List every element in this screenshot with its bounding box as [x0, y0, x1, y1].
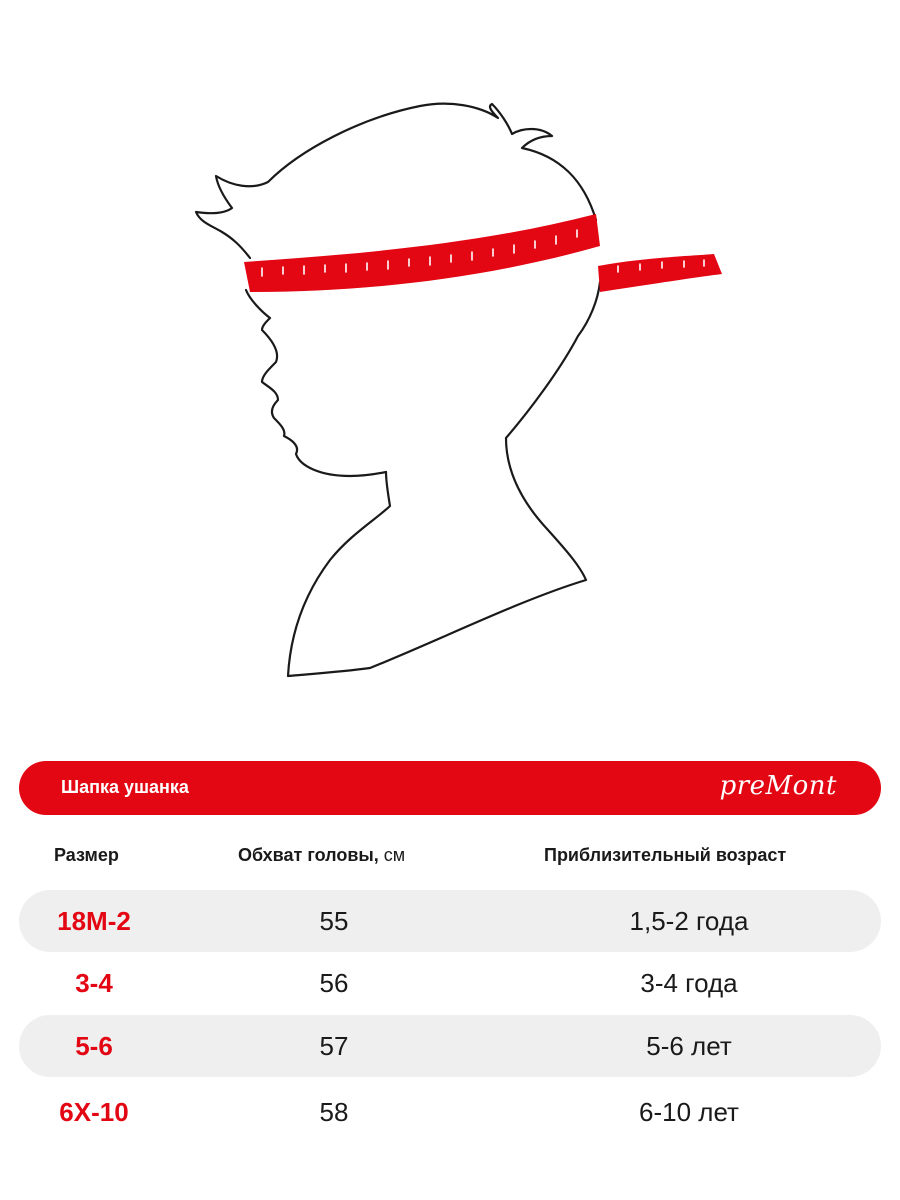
header-age: Приблизительный возраст	[544, 845, 787, 865]
measuring-tape	[244, 214, 722, 292]
circumference-cell: 56	[319, 968, 349, 998]
header-circumference-unit: см	[383, 845, 406, 865]
size-cell: 3-4	[75, 968, 113, 998]
tape-band	[244, 214, 600, 292]
table-row	[19, 952, 881, 1014]
product-banner	[19, 761, 881, 815]
table-row	[19, 890, 881, 952]
age-cell: 6-10 лет	[639, 1097, 739, 1127]
size-cell: 5-6	[75, 1031, 113, 1061]
header-size: Размер	[54, 845, 119, 865]
header-circumference	[238, 845, 405, 866]
brand-logo: preMont	[719, 771, 837, 801]
header-circumference-label: Обхват головы,	[238, 845, 379, 865]
table-row	[19, 1015, 881, 1077]
size-cell: 18M-2	[57, 906, 131, 936]
circumference-cell: 57	[319, 1031, 349, 1061]
age-cell: 5-6 лет	[646, 1031, 732, 1061]
child-head-outline	[196, 104, 600, 676]
product-title: Шапка ушанка	[61, 777, 189, 797]
circumference-cell: 55	[319, 906, 349, 936]
age-cell: 1,5-2 года	[629, 906, 749, 936]
age-cell: 3-4 года	[640, 968, 738, 998]
size-cell: 6X-10	[59, 1097, 129, 1127]
circumference-cell: 58	[319, 1097, 349, 1127]
table-row	[19, 1081, 881, 1143]
